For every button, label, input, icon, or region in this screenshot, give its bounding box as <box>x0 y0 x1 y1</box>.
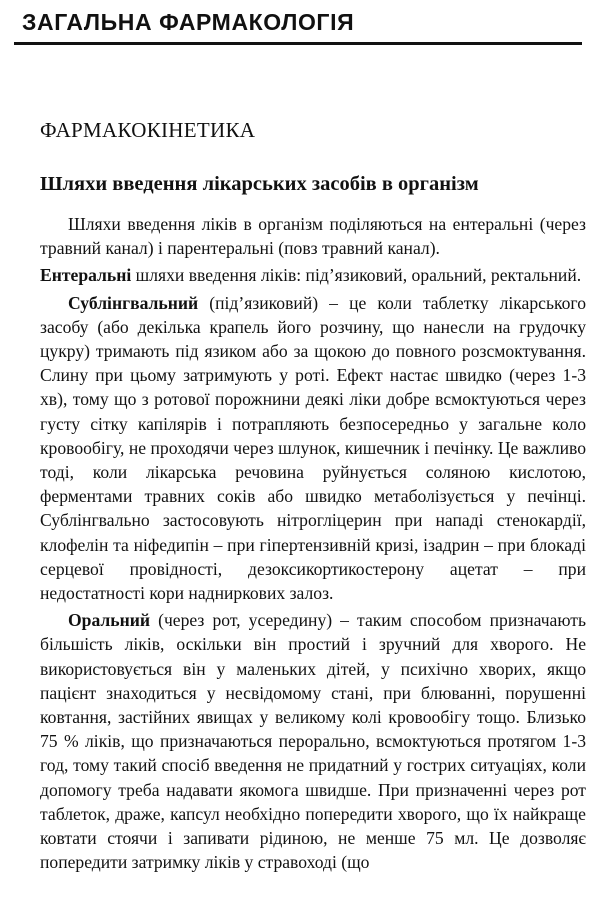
running-head-title: ЗАГАЛЬНА ФАРМАКОЛОГІЯ <box>22 9 355 35</box>
paragraph-text: (під’язиковий) – це коли таблетку лікарського засобу (або декілька крапель його розчину, що нанесли на грудочку цукру) тримають під язиком або за щокою до повного розсмоктування. Слину при цьому затримують у роті. Ефект настає швидко (через 1-3 хв), тому що з ротової порожнини деякі ліки добре всмоктуються через густу сітку капілярів і потрапляють безпосередньо у загальне коло кровообігу, не проходячи через шлунок, кишечник і печінку. Це важливо тоді, коли лікарська речовина руйнується соляною кислотою, ферментами травних соків або швидко метаболізується у печінці. Сублінгвально застосовують нітрогліцерин при нападі стенокардії, клофелін та ніфедипін – при гіпертензивній кризі, ізадрин – при блокаді серцевої провідності, дезоксикортикостерону ацетат – при недостатності кори надниркових залоз. <box>40 292 586 604</box>
term-sublingual: Сублінгвальний <box>68 292 199 313</box>
paragraph-intro <box>40 212 586 260</box>
running-head <box>14 8 582 45</box>
paragraph-oral <box>40 608 586 874</box>
paragraph-text: (через рот, усередину) – таким способом призначають більшість ліків, оскільки він простий і зручний для хворого. Не використовується він у маленьких дітей, у психічно хворих, якщо пацієнт знаходиться у несвідомому стані, при блюванні, порушенні ковтання, застійних явищах у великому колі кровообігу тощо. Близько 75 % ліків, що призначаються перорально, всмоктуються протягом 1-3 год, тому такий спосіб введення не придатний у гострих ситуаціях, коли допомогу треба надавати якомога швидше. При призначенні через рот таблеток, драже, капсул необхідно попередити хворого, що їх найкраще ковтати стоячи і запивати рідиною, не менше 75 мл. Це дозволяє попередити затримку ліків у стравоході (що <box>40 610 586 873</box>
paragraph-enteral <box>40 263 586 287</box>
term-enteral: Ентеральні <box>40 265 132 286</box>
term-oral: Оральний <box>68 610 151 631</box>
body-text <box>40 212 586 874</box>
section-title: ФАРМАКОКІНЕТИКА <box>40 118 256 142</box>
paragraph-text: шляхи введення ліків: під’язиковий, оральний, ректальний. <box>131 265 582 286</box>
paragraph-text: Шляхи введення ліків в організм поділяються на ентеральні (через травний канал) і парентеральні (повз травний канал). <box>40 214 586 259</box>
paragraph-sublingual <box>40 291 586 606</box>
subsection-title: Шляхи введення лікарських засобів в організм <box>40 173 479 195</box>
